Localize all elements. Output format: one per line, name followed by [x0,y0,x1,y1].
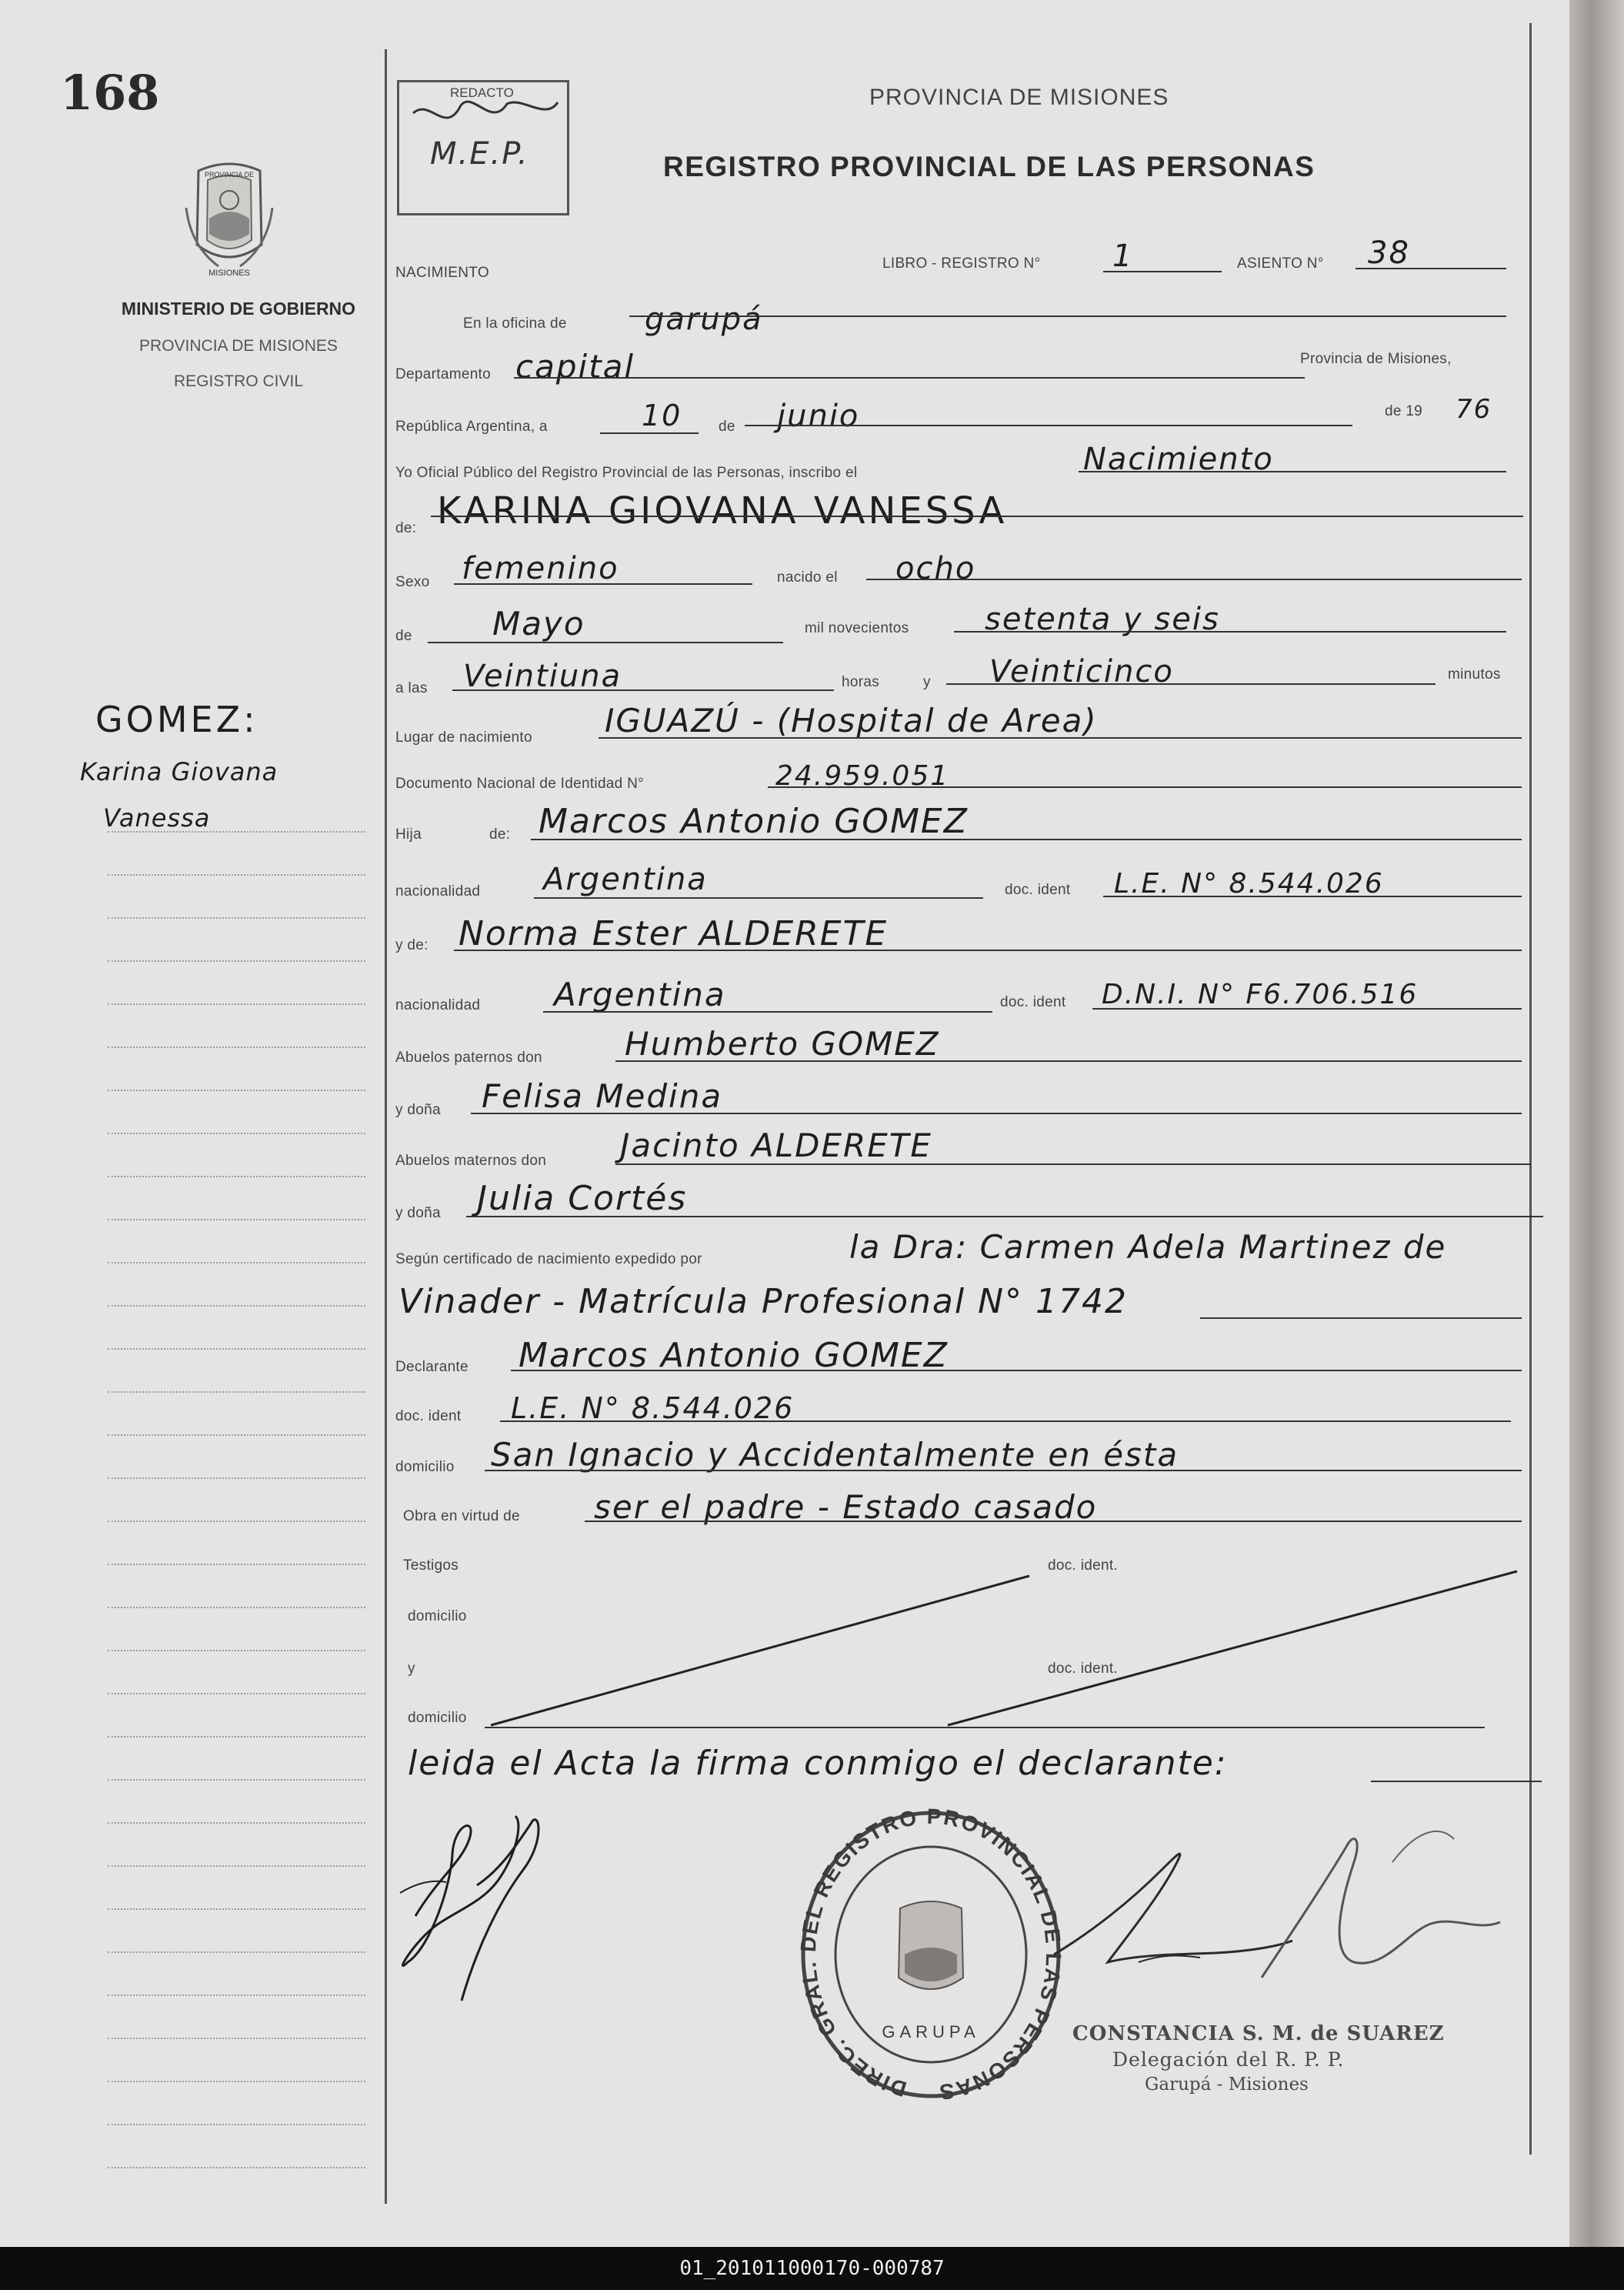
testigos-label: Testigos [403,1557,459,1574]
file-id-label: 01_201011000170-000787 [679,2257,945,2280]
abuela-materna-rule [466,1216,1543,1217]
redacto-label: REDACTO [450,85,514,100]
departamento-rule [514,377,1305,379]
abuelo-materno-value: Jacinto ALDERETE [620,1127,932,1164]
nacionalidad-padre-label: nacionalidad [395,883,481,900]
minutos-rule [946,683,1436,685]
nacionalidad-madre-rule [543,1011,992,1013]
lugar-value: IGUAZÚ - (Hospital de Area) [605,702,1098,739]
fecha-de-label: de [719,419,735,435]
nacionalidad-madre-label: nacionalidad [395,997,481,1013]
ministry-registry: REGISTRO CIVIL [173,372,304,390]
horas-label: horas [842,674,880,690]
person-name: KARINA GIOVANA VANESSA [437,489,1008,532]
margin-rule-line [108,1262,365,1264]
margin-rule-line [108,1693,365,1694]
declarante-label: Declarante [395,1359,469,1375]
margin-rule-line [108,1650,365,1651]
margin-surname: GOMEZ: [95,699,258,740]
mil-label: mil novecientos [805,620,909,636]
provincia-suffix: Provincia de Misiones, [1300,351,1452,367]
declarant-signature [385,1793,585,2008]
margin-rule-line [108,1995,365,1996]
testigo-1-doc-label: doc. ident. [1048,1557,1118,1574]
margin-given-1: Karina Giovana [80,757,278,786]
margin-rule-line [108,1047,365,1048]
oficial-rule [1079,471,1506,472]
nacido-value: ocho [895,551,976,586]
testigo-2-domicilio-label: domicilio [408,1710,467,1726]
abuelo-materno-rule [615,1163,1531,1165]
minutos-value: Veinticinco [989,654,1174,689]
testigo-y-label: y [408,1661,415,1677]
dni-rule [768,786,1522,788]
domicilio-value: San Ignacio y Accidentalmente en ésta [491,1436,1179,1474]
testigos-strike-lines [385,1554,1539,1739]
abuelos-paternos-label: Abuelos paternos don [395,1050,542,1066]
abuela-paterna-rule [471,1113,1522,1114]
doc-padre-value: L.E. N° 8.544.026 [1114,868,1384,900]
official-stamp-place: Garupá - Misiones [1145,2075,1309,2095]
mes-value: junio [777,399,860,434]
margin-rule-line [108,1003,365,1005]
margin-rule-line [108,1391,365,1393]
official-stamp-role: Delegación del R. P. P. [1112,2048,1345,2071]
y-label: y [923,674,931,690]
seal-shield-icon [899,1901,963,1989]
abuelo-paterno-value: Humberto GOMEZ [625,1025,940,1063]
abuelos-maternos-label: Abuelos maternos don [395,1153,547,1169]
dni-label: Documento Nacional de Identidad N° [395,776,645,792]
shield-caption-top: PROVINCIA DE [204,171,255,179]
departamento-value: capital [515,348,635,386]
margin-rule-line [108,1607,365,1608]
oficina-rule [629,315,1506,317]
obra-label: Obra en virtud de [403,1508,520,1524]
declarante-rule [511,1370,1522,1371]
margin-rule-line [108,1736,365,1738]
madre-rule [454,950,1522,951]
doc-padre-rule [1103,896,1522,897]
margin-rule-line [108,874,365,876]
margin-rule-line [108,1219,365,1220]
declarante-doc-label: doc. ident [395,1408,462,1424]
departamento-label: Departamento [395,366,492,382]
certificado-label: Según certificado de nacimiento expedido por [395,1251,702,1267]
domicilio-rule [485,1470,1522,1471]
person-rule [431,516,1523,517]
a-las-label: a las [395,680,428,696]
certificado-value-1: la Dra: Carmen Adela Martinez de [849,1228,1447,1266]
declarante-doc-value: L.E. N° 8.544.026 [511,1391,795,1425]
doc-padre-label: doc. ident [1005,882,1071,898]
mes-rule [745,425,1352,426]
hija-de-label: de: [489,826,511,843]
madre-value: Norma Ester ALDERETE [459,914,889,953]
registry-title: REGISTRO PROVINCIAL DE LAS PERSONAS [663,151,1316,182]
mes-nac-rule [428,642,783,643]
seal-bottom-text: GARUPA [882,2022,980,2041]
redacto-scribble [399,82,567,213]
nacionalidad-padre-value: Argentina [543,862,708,897]
top-province-title: PROVINCIA DE MISIONES [869,85,1169,110]
y-dona-materna-label: y doña [395,1205,441,1221]
margin-rule-line [108,1822,365,1824]
libro-rule [1103,271,1222,272]
abuelo-paterno-rule [615,1060,1522,1062]
padre-rule [531,839,1522,840]
anio-value: 76 [1456,394,1492,425]
file-id-bar [0,2247,1624,2290]
margin-rule-line [108,1348,365,1350]
mes-nac-value: Mayo [492,605,585,643]
margin-rule-line [108,2167,365,2168]
obra-value: ser el padre - Estado casado [594,1488,1098,1526]
y-dona-paterna-label: y doña [395,1102,441,1118]
dia-value: 10 [642,399,682,432]
sexo-label: Sexo [395,574,430,590]
dni-value: 24.959.051 [775,760,950,792]
margin-rule-line [108,1305,365,1307]
closing-rule [1371,1781,1542,1782]
certificado-value-2: Vinader - Matrícula Profesional N° 1742 [398,1282,1128,1321]
margin-rule-line [108,2081,365,2082]
padre-value: Marcos Antonio GOMEZ [539,802,969,841]
margin-rule-line [108,960,365,962]
margin-rule-line [108,1133,365,1134]
redacto-initials: M.E.P. [430,136,529,172]
official-stamp-name: CONSTANCIA S. M. de SUAREZ [1072,2022,1445,2045]
anio-nac-rule [954,631,1506,633]
margin-rule-line [108,1176,365,1177]
minutos-label: minutos [1448,666,1501,683]
anio-nac-value: setenta y seis [985,602,1220,637]
certificado-rule [1200,1317,1522,1319]
de2-label: de [395,628,412,644]
testigo-2-doc-label: doc. ident. [1048,1661,1118,1677]
oficial-value: Nacimiento [1083,442,1274,477]
margin-rule-line [108,1779,365,1781]
margin-rule-line [108,1090,365,1091]
oficina-value: garupá [645,302,763,337]
testigo-1-domicilio-label: domicilio [408,1608,467,1624]
libro-label: LIBRO - REGISTRO N° [882,255,1041,272]
margin-rule-line [108,2124,365,2125]
horas-value: Veintiuna [463,659,622,694]
dia-rule [600,432,699,434]
doc-madre-rule [1092,1008,1522,1010]
horas-rule [452,689,834,691]
obra-rule [585,1521,1522,1522]
nacido-label: nacido el [777,569,838,586]
sexo-value: femenino [462,551,619,586]
act-type-label: NACIMIENTO [395,265,489,281]
hija-label: Hija [395,826,422,843]
margin-rule-line [108,1477,365,1479]
republica-label: República Argentina, a [395,419,548,435]
margin-rule-line [108,1908,365,1910]
ministry-name: MINISTERIO DE GOBIERNO [121,299,356,319]
margin-rule-line [108,1434,365,1436]
sexo-rule [454,583,752,585]
redacto-stamp-box [397,80,569,215]
margin-rule-line [108,1865,365,1867]
binding-edge [1569,0,1624,2247]
asiento-label: ASIENTO N° [1237,255,1324,272]
libro-value: 1 [1112,239,1134,274]
lugar-label: Lugar de nacimiento [395,729,532,746]
anio-label: de 19 [1385,403,1423,419]
margin-rule-line [108,1564,365,1565]
margin-rule-line [108,917,365,919]
abuela-paterna-value: Felisa Medina [482,1077,723,1115]
de-person-label: de: [395,520,417,536]
right-frame-line [1529,23,1532,2155]
lugar-rule [599,737,1522,739]
declarante-value: Marcos Antonio GOMEZ [519,1336,949,1375]
oficina-label: En la oficina de [463,315,567,332]
margin-rule-line [108,1521,365,1522]
margin-given-2: Vanessa [103,803,211,833]
y-de-label: y de: [395,937,429,953]
margin-rule-line [108,1951,365,1953]
shield-caption-bottom: MISIONES [208,269,250,278]
province-shield-emblem [175,154,283,283]
doc-madre-label: doc. ident [1000,994,1066,1010]
official-signature-2 [1239,1816,1523,2001]
nacionalidad-madre-value: Argentina [554,976,726,1013]
oficial-text: Yo Oficial Público del Registro Provincial de las Personas, inscribo el [395,465,858,481]
domicilio-label: domicilio [395,1459,455,1475]
margin-rule-line [108,2038,365,2039]
registry-seal [792,1808,1069,2116]
asiento-rule [1356,268,1506,269]
nacionalidad-padre-rule [534,897,983,899]
seal-ring-text: DIREC. GRAL. DEL REGISTRO PROVINCIAL DE LAS PERSONAS [795,1808,1066,2105]
closing-text: leida el Acta la firma conmigo el declarante: [408,1744,1228,1783]
asiento-value: 38 [1368,235,1410,271]
ministry-province: PROVINCIA DE MISIONES [139,337,338,355]
folio-number: 168 [60,65,160,121]
abuela-materna-value: Julia Cortés [477,1179,688,1218]
doc-madre-value: D.N.I. N° F6.706.516 [1102,979,1419,1010]
declarante-doc-rule [500,1420,1511,1422]
nacido-rule [866,579,1522,580]
